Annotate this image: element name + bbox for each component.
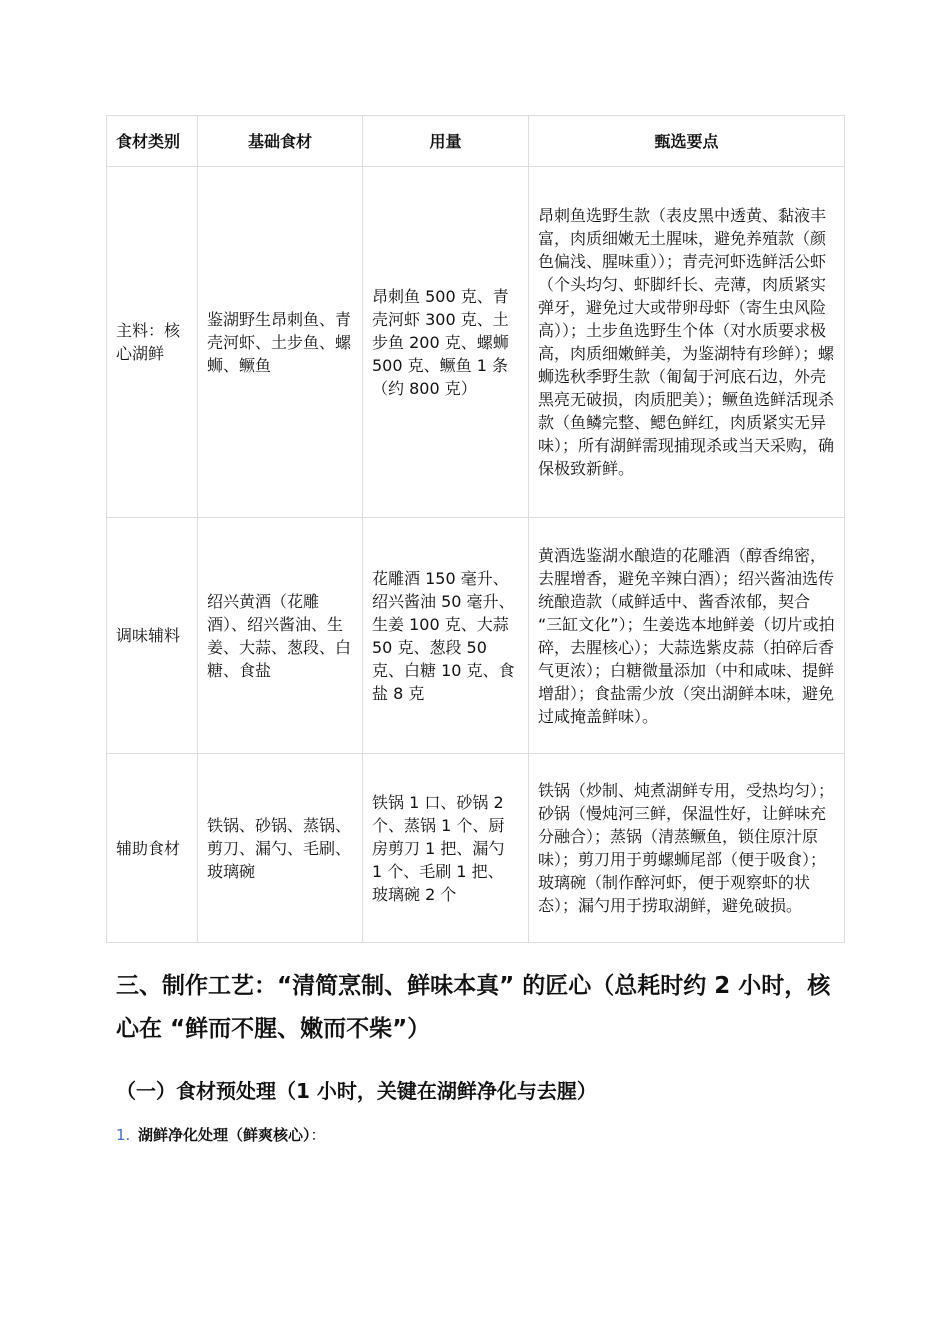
cell-category: 调味辅料 [107, 518, 198, 754]
cell-selection-points: 昂刺鱼选野生款（表皮黑中透黄、黏液丰富，肉质细嫩无土腥味，避免养殖款（颜色偏浅、腥味重））；青壳河虾选鲜活公虾（个头均匀、虾脚纤长、壳薄，肉质紧实弹牙，避免过大或带卵母虾（寄生虫风险高））；土步鱼选野生个体（对水质要求极高，肉质细嫩鲜美，为鉴湖特有珍鲜）；螺蛳选秋季野生款（匍匐于河底石边，外壳黑亮无破损，肉质肥美）；鳜鱼选鲜活现杀款（鱼鳞完整、鳃色鲜红，肉质紧实无异味）；所有湖鲜需现捕现杀或当天采购，确保极致新鲜。 [529, 167, 845, 518]
header-selection-points: 甄选要点 [529, 116, 845, 167]
table-row [107, 167, 845, 518]
cell-ingredients: 铁锅、砂锅、蒸锅、剪刀、漏勺、毛刷、玻璃碗 [198, 754, 363, 943]
header-category: 食材类别 [107, 116, 198, 167]
section-heading: 三、制作工艺：“清简烹制、鲜味本真” 的匠心（总耗时约 2 小时，核心在 “鲜而不腥、嫩而不柴”） [116, 973, 831, 1042]
table-header-row [107, 116, 845, 167]
table-row [107, 754, 845, 943]
cell-category: 主料：核心湖鲜 [107, 167, 198, 518]
cell-ingredients: 绍兴黄酒（花雕酒）、绍兴酱油、生姜、大蒜、葱段、白糖、食盐 [198, 518, 363, 754]
cell-amount: 铁锅 1 口、砂锅 2 个、蒸锅 1 个、厨房剪刀 1 把、漏勺 1 个、毛刷 1 把、玻璃碗 2 个 [363, 754, 529, 943]
list-number: 1. [116, 1126, 131, 1144]
subsection-heading: （一）食材预处理（1 小时，关键在湖鲜净化与去腥） [116, 1079, 597, 1103]
cell-selection-points: 黄酒选鉴湖水酿造的花雕酒（醇香绵密，去腥增香，避免辛辣白酒）；绍兴酱油选传统酿造款（咸鲜适中、酱香浓郁，契合 “三缸文化”）；生姜选本地鲜姜（切片或拍碎，去腥核心）；大蒜选紫皮蒜（拍碎后香气更浓）；白糖微量添加（中和咸味、提鲜增甜）；食盐需少放（突出湖鲜本味，避免过咸掩盖鲜味）。 [529, 518, 845, 754]
cell-selection-points: 铁锅（炒制、炖煮湖鲜专用，受热均匀）；砂锅（慢炖河三鲜，保温性好，让鲜味充分融合）；蒸锅（清蒸鳜鱼，锁住原汁原味）；剪刀用于剪螺蛳尾部（便于吸食）；玻璃碗（制作醉河虾，便于观察虾的状态）；漏勺用于捞取湖鲜，避免破损。 [529, 754, 845, 943]
header-ingredients: 基础食材 [198, 116, 363, 167]
table-row [107, 518, 845, 754]
cell-ingredients: 鉴湖野生昂刺鱼、青壳河虾、土步鱼、螺蛳、鳜鱼 [198, 167, 363, 518]
ingredients-table [106, 115, 845, 943]
list-item-text: 湖鲜净化处理（鲜爽核心） [138, 1126, 311, 1144]
list-item [116, 1122, 836, 1148]
cell-category: 辅助食材 [107, 754, 198, 943]
list-item-suffix: ： [310, 1126, 326, 1144]
cell-amount: 昂刺鱼 500 克、青壳河虾 300 克、土步鱼 200 克、螺蛳 500 克、鳜鱼 1 条（约 800 克） [363, 167, 529, 518]
header-amount: 用量 [363, 116, 529, 167]
cell-amount: 花雕酒 150 毫升、绍兴酱油 50 毫升、生姜 100 克、大蒜 50 克、葱段 50 克、白糖 10 克、食盐 8 克 [363, 518, 529, 754]
